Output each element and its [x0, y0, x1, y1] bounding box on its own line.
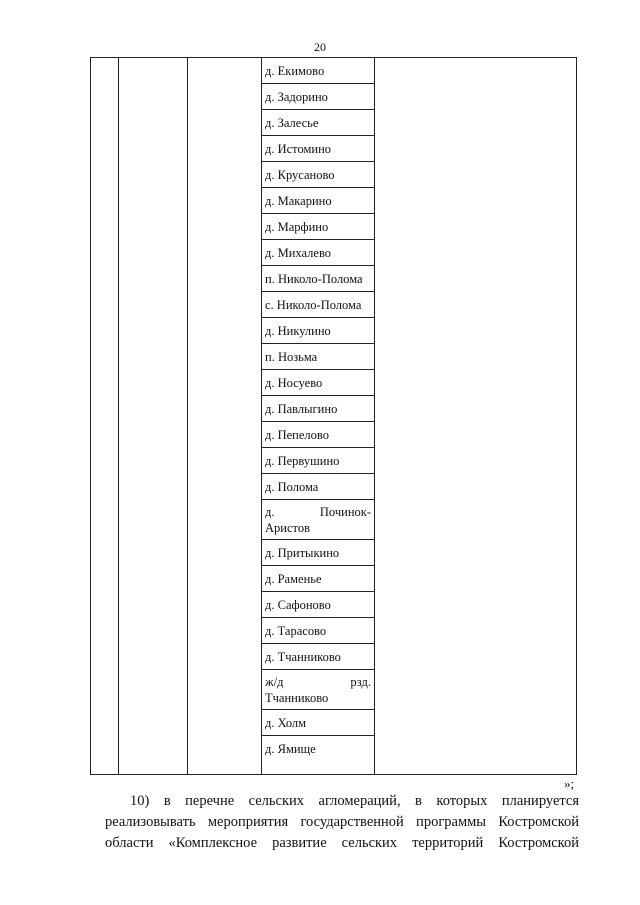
table-column-divider: [187, 58, 188, 774]
settlement-cell: д. Холм: [262, 710, 374, 736]
settlement-list: [262, 58, 374, 762]
page-number: 20: [314, 40, 326, 54]
settlement-cell: п. Николо-Полома: [262, 266, 374, 292]
settlement-cell: д. Тчанниково: [262, 644, 374, 670]
settlements-table: [90, 57, 577, 775]
settlement-cell: д. Носуево: [262, 370, 374, 396]
settlement-cell: д. Никулино: [262, 318, 374, 344]
settlement-cell-part: Починок-: [319, 505, 371, 519]
settlement-cell: д. Крусаново: [262, 162, 374, 188]
settlement-cell-part: ж/д: [265, 675, 284, 689]
settlement-cell: д. Задорино: [262, 84, 374, 110]
settlement-cell: д. Михалево: [262, 240, 374, 266]
settlement-cell-part: Аристов: [265, 521, 310, 535]
settlement-cell-part: рзд.: [350, 675, 371, 689]
settlement-cell-part: д.: [265, 505, 275, 519]
settlement-cell: д. Сафоново: [262, 592, 374, 618]
settlement-cell: д. Ямище: [265, 742, 316, 756]
settlement-cell-wrapped: [262, 500, 374, 540]
table-column-divider: [374, 58, 375, 774]
settlement-cell: д. Первушино: [262, 448, 374, 474]
settlement-cell: д. Раменье: [262, 566, 374, 592]
settlement-cell-wrapped: [262, 670, 374, 710]
settlement-cell: д. Тарасово: [262, 618, 374, 644]
table-column-divider: [118, 58, 119, 774]
settlement-cell: д. Екимово: [262, 58, 374, 84]
settlement-cell: д. Макарино: [262, 188, 374, 214]
closing-quote-mark: »;: [564, 776, 575, 791]
settlement-cell: п. Нозьма: [262, 344, 374, 370]
settlement-cell-part: Тчанниково: [265, 691, 329, 705]
settlement-cell: д. Павлыгино: [262, 396, 374, 422]
paragraph-line: области «Комплексное развитие сельских территорий Костромской: [105, 835, 579, 851]
settlement-cell: д. Пепелово: [262, 422, 374, 448]
settlement-cell: д. Полома: [262, 474, 374, 500]
settlement-cell: с. Николо-Полома: [262, 292, 374, 318]
settlement-cell: д. Истомино: [262, 136, 374, 162]
paragraph-line: реализовывать мероприятия государственной программы Костромской: [105, 814, 579, 830]
settlement-cell: д. Марфино: [262, 214, 374, 240]
settlement-cell: д. Залесье: [262, 110, 374, 136]
paragraph-line: 10) в перечне сельских агломераций, в которых планируется: [130, 793, 579, 809]
settlement-cell: д. Притыкино: [262, 540, 374, 566]
